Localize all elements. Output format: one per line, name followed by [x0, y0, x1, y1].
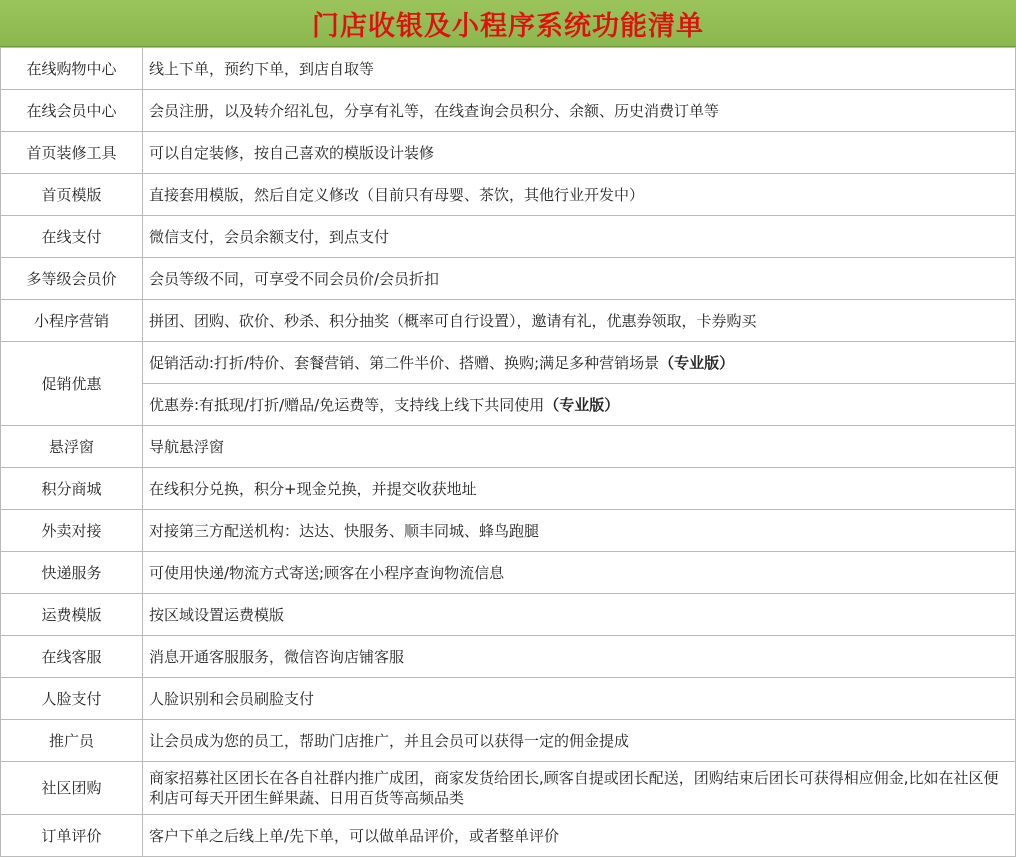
feature-name: 在线支付 [1, 216, 143, 258]
edition-tag: （专业版） [659, 353, 735, 372]
feature-desc: 商家招募社区团长在各自社群内推广成团，商家发货给团长,顾客自提或团长配送，团购结束后团长可获得相应佣金,比如在社区便利店可每天开团生鲜果蔬、日用百货等高频品类 [143, 762, 1016, 815]
feature-desc: 直接套用模版，然后自定义修改（目前只有母婴、茶饮，其他行业开发中） [143, 174, 1016, 216]
feature-name: 在线购物中心 [1, 48, 143, 90]
feature-desc [143, 342, 1016, 384]
feature-name: 悬浮窗 [1, 426, 143, 468]
feature-name: 首页模版 [1, 174, 143, 216]
table-row [1, 216, 1016, 258]
feature-name: 在线客服 [1, 636, 143, 678]
table-row [1, 90, 1016, 132]
feature-desc: 拼团、团购、砍价、秒杀、积分抽奖（概率可自行设置），邀请有礼，优惠券领取，卡券购买 [143, 300, 1016, 342]
table-row [1, 815, 1016, 857]
feature-name: 在线会员中心 [1, 90, 143, 132]
feature-table [0, 47, 1016, 857]
table-row [1, 384, 1016, 426]
feature-desc: 客户下单之后线上单/先下单，可以做单品评价，或者整单评价 [143, 815, 1016, 857]
feature-desc: 按区域设置运费模版 [143, 594, 1016, 636]
feature-name: 外卖对接 [1, 510, 143, 552]
table-row [1, 426, 1016, 468]
feature-name: 人脸支付 [1, 678, 143, 720]
feature-desc-text: 优惠券:有抵现/打折/赠品/免运费等，支持线上线下共同使用 [149, 395, 545, 414]
feature-desc: 对接第三方配送机构：达达、快服务、顺丰同城、蜂鸟跑腿 [143, 510, 1016, 552]
table-row [1, 552, 1016, 594]
feature-desc: 让会员成为您的员工，帮助门店推广，并且会员可以获得一定的佣金提成 [143, 720, 1016, 762]
feature-name: 积分商城 [1, 468, 143, 510]
edition-tag: （专业版） [544, 395, 620, 414]
table-row [1, 510, 1016, 552]
table-row [1, 468, 1016, 510]
feature-desc: 线上下单，预约下单，到店自取等 [143, 48, 1016, 90]
table-row [1, 132, 1016, 174]
feature-name: 社区团购 [1, 762, 143, 815]
feature-desc: 可以自定装修，按自己喜欢的模版设计装修 [143, 132, 1016, 174]
page-title: 门店收银及小程序系统功能清单 [312, 10, 704, 42]
table-row [1, 342, 1016, 384]
table-row [1, 762, 1016, 815]
feature-desc: 微信支付，会员余额支付，到点支付 [143, 216, 1016, 258]
feature-name: 小程序营销 [1, 300, 143, 342]
feature-name: 运费模版 [1, 594, 143, 636]
table-row [1, 300, 1016, 342]
table-row [1, 720, 1016, 762]
feature-desc: 在线积分兑换，积分+现金兑换，并提交收获地址 [143, 468, 1016, 510]
table-row [1, 48, 1016, 90]
feature-name: 首页装修工具 [1, 132, 143, 174]
title-bar [0, 0, 1016, 47]
feature-name: 多等级会员价 [1, 258, 143, 300]
feature-desc: 会员等级不同，可享受不同会员价/会员折扣 [143, 258, 1016, 300]
feature-desc: 人脸识别和会员刷脸支付 [143, 678, 1016, 720]
feature-name: 订单评价 [1, 815, 143, 857]
table-row [1, 636, 1016, 678]
table-row [1, 594, 1016, 636]
feature-desc: 会员注册，以及转介绍礼包，分享有礼等，在线查询会员积分、余额、历史消费订单等 [143, 90, 1016, 132]
feature-desc-text: 促销活动:打折/特价、套餐营销、第二件半价、搭赠、换购;满足多种营销场景 [149, 353, 660, 372]
table-row [1, 258, 1016, 300]
table-row [1, 174, 1016, 216]
feature-desc: 可使用快递/物流方式寄送;顾客在小程序查询物流信息 [143, 552, 1016, 594]
feature-desc: 导航悬浮窗 [143, 426, 1016, 468]
table-row [1, 678, 1016, 720]
feature-desc: 消息开通客服服务，微信咨询店铺客服 [143, 636, 1016, 678]
feature-name: 促销优惠 [1, 342, 143, 426]
feature-name: 快递服务 [1, 552, 143, 594]
feature-desc [143, 384, 1016, 426]
feature-name: 推广员 [1, 720, 143, 762]
